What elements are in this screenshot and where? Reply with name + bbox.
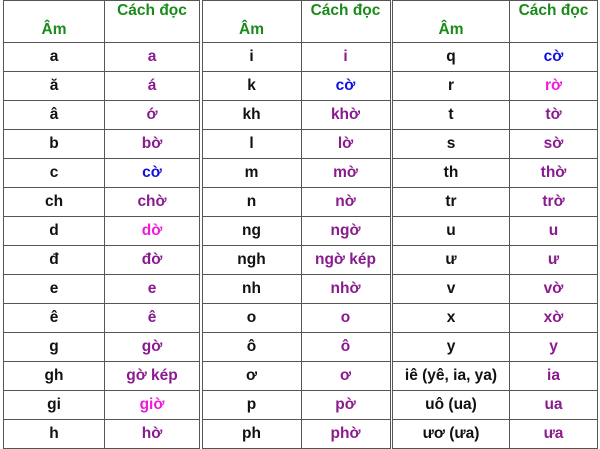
reading-cell: bờ <box>105 130 200 159</box>
reading-cell: nờ <box>301 188 390 217</box>
table-row <box>4 304 200 333</box>
table-row <box>4 391 200 420</box>
sound-cell: m <box>202 159 301 188</box>
table-row <box>393 72 598 101</box>
table-block-1 <box>3 0 200 449</box>
reading-cell: ua <box>510 391 598 420</box>
table-row <box>393 43 598 72</box>
table-row <box>4 188 200 217</box>
table-row <box>393 159 598 188</box>
reading-cell: dờ <box>105 217 200 246</box>
header-row <box>393 1 598 43</box>
table-row <box>4 101 200 130</box>
sound-cell: ph <box>202 420 301 449</box>
sound-cell: uô (ua) <box>393 391 510 420</box>
table-row <box>202 188 390 217</box>
table-row <box>202 72 390 101</box>
header-am: Âm <box>4 1 105 43</box>
sound-cell: ơ <box>202 362 301 391</box>
header-cach-doc: Cách đọc <box>510 1 598 43</box>
reading-cell: cờ <box>301 72 390 101</box>
header-cach-doc: Cách đọc <box>301 1 390 43</box>
block-1-body <box>4 43 200 449</box>
reading-cell: i <box>301 43 390 72</box>
reading-cell: ớ <box>105 101 200 130</box>
reading-cell: đờ <box>105 246 200 275</box>
table-row <box>202 362 390 391</box>
reading-cell: u <box>510 217 598 246</box>
sound-cell: iê (yê, ia, ya) <box>393 362 510 391</box>
table-row <box>393 217 598 246</box>
reading-cell: ư <box>510 246 598 275</box>
sound-cell: b <box>4 130 105 159</box>
sound-cell: o <box>202 304 301 333</box>
sound-cell: th <box>393 159 510 188</box>
table-row <box>202 246 390 275</box>
sound-cell: ă <box>4 72 105 101</box>
sound-cell: tr <box>393 188 510 217</box>
reading-cell: ia <box>510 362 598 391</box>
reading-cell: cờ <box>105 159 200 188</box>
table-row <box>202 43 390 72</box>
block-3-body <box>393 43 598 449</box>
sound-cell: nh <box>202 275 301 304</box>
sound-cell: gh <box>4 362 105 391</box>
sound-cell: đ <box>4 246 105 275</box>
table-row <box>393 130 598 159</box>
reading-cell: giờ <box>105 391 200 420</box>
reading-cell: pờ <box>301 391 390 420</box>
reading-cell: chờ <box>105 188 200 217</box>
sound-cell: p <box>202 391 301 420</box>
header-am: Âm <box>393 1 510 43</box>
sound-cell: â <box>4 101 105 130</box>
reading-cell: rờ <box>510 72 598 101</box>
table-row <box>393 188 598 217</box>
reading-cell: nhờ <box>301 275 390 304</box>
table-row <box>4 275 200 304</box>
reading-cell: gờ kép <box>105 362 200 391</box>
table-row <box>393 304 598 333</box>
reading-cell: cờ <box>510 43 598 72</box>
reading-cell: gờ <box>105 333 200 362</box>
table-row <box>4 217 200 246</box>
sound-cell: q <box>393 43 510 72</box>
table-row <box>4 130 200 159</box>
table-row <box>4 72 200 101</box>
table-row <box>4 362 200 391</box>
table-row <box>202 420 390 449</box>
reading-cell: mờ <box>301 159 390 188</box>
header-row <box>202 1 390 43</box>
table-row <box>202 159 390 188</box>
sound-cell: y <box>393 333 510 362</box>
sound-cell: t <box>393 101 510 130</box>
sound-cell: e <box>4 275 105 304</box>
sound-cell: u <box>393 217 510 246</box>
sound-cell: i <box>202 43 301 72</box>
reading-cell: ngờ <box>301 217 390 246</box>
table-row <box>4 333 200 362</box>
table-row <box>393 275 598 304</box>
sound-cell: gi <box>4 391 105 420</box>
reading-cell: á <box>105 72 200 101</box>
reading-cell: phờ <box>301 420 390 449</box>
sound-cell: v <box>393 275 510 304</box>
sound-cell: s <box>393 130 510 159</box>
sound-cell: ê <box>4 304 105 333</box>
reading-cell: a <box>105 43 200 72</box>
table-row <box>393 420 598 449</box>
sound-cell: a <box>4 43 105 72</box>
table-row <box>202 217 390 246</box>
table-row <box>4 43 200 72</box>
table-row <box>202 101 390 130</box>
table-row <box>4 420 200 449</box>
sound-cell: d <box>4 217 105 246</box>
reading-cell: tờ <box>510 101 598 130</box>
table-block-3 <box>392 0 598 449</box>
reading-cell: lờ <box>301 130 390 159</box>
header-row <box>4 1 200 43</box>
sound-cell: ươ (ưa) <box>393 420 510 449</box>
sound-cell: r <box>393 72 510 101</box>
reading-cell: khờ <box>301 101 390 130</box>
reading-cell: xờ <box>510 304 598 333</box>
reading-cell: hờ <box>105 420 200 449</box>
table-row <box>202 275 390 304</box>
table-row <box>393 333 598 362</box>
sound-cell: g <box>4 333 105 362</box>
table-row <box>202 130 390 159</box>
sound-cell: ngh <box>202 246 301 275</box>
table-row <box>4 246 200 275</box>
block-2-body <box>202 43 390 449</box>
sound-cell: n <box>202 188 301 217</box>
table-row <box>393 362 598 391</box>
table-block-2 <box>202 0 391 449</box>
table-row <box>393 391 598 420</box>
table-row <box>202 333 390 362</box>
reading-cell: e <box>105 275 200 304</box>
sound-cell: x <box>393 304 510 333</box>
header-cach-doc: Cách đọc <box>105 1 200 43</box>
sound-cell: k <box>202 72 301 101</box>
reading-cell: vờ <box>510 275 598 304</box>
reading-cell: thờ <box>510 159 598 188</box>
reading-cell: ngờ kép <box>301 246 390 275</box>
table-row <box>202 391 390 420</box>
sound-cell: kh <box>202 101 301 130</box>
reading-cell: trờ <box>510 188 598 217</box>
reading-cell: sờ <box>510 130 598 159</box>
sound-cell: c <box>4 159 105 188</box>
reading-cell: o <box>301 304 390 333</box>
sound-cell: l <box>202 130 301 159</box>
reading-cell: ơ <box>301 362 390 391</box>
table-row <box>202 304 390 333</box>
sound-cell: ư <box>393 246 510 275</box>
sound-cell: ng <box>202 217 301 246</box>
table-row <box>4 159 200 188</box>
header-am: Âm <box>202 1 301 43</box>
table-row <box>393 246 598 275</box>
sound-cell: ô <box>202 333 301 362</box>
table-row <box>393 101 598 130</box>
reading-cell: ê <box>105 304 200 333</box>
reading-cell: y <box>510 333 598 362</box>
sound-cell: ch <box>4 188 105 217</box>
reading-cell: ô <box>301 333 390 362</box>
sound-cell: h <box>4 420 105 449</box>
reading-cell: ưa <box>510 420 598 449</box>
